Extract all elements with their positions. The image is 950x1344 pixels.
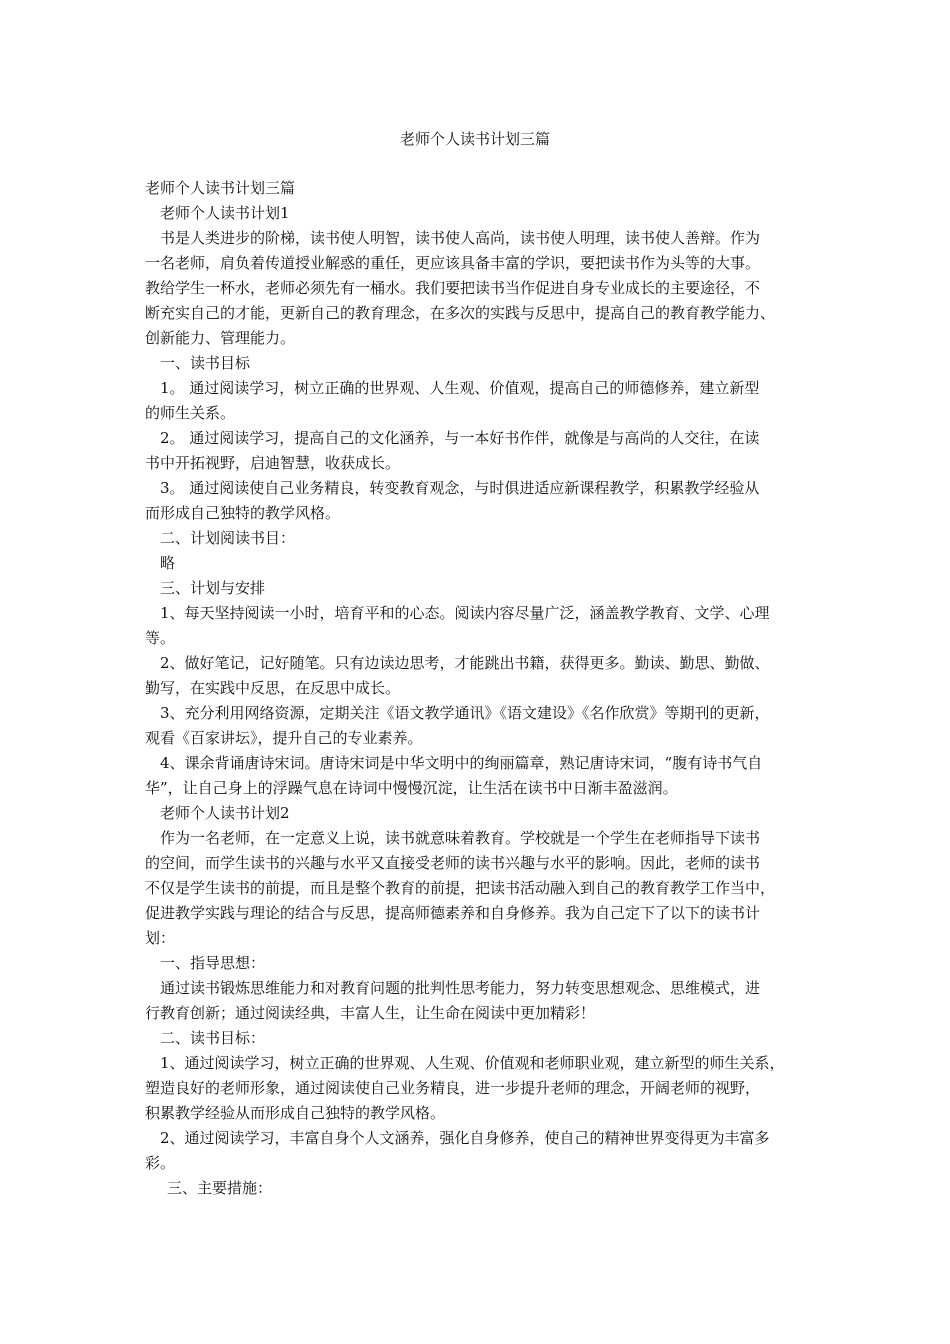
text-line: 教给学生一杯水，老师必须先有一桶水。我们要把读书当作促进自身专业成长的主要途径，不 (145, 279, 761, 297)
text-line: 3、充分利用网络资源，定期关注《语文教学通讯》《语文建设》《名作欣赏》等期刊的更新， (160, 704, 770, 722)
text-line: 老师个人读书计划三篇 (145, 179, 296, 197)
text-line: 塑造良好的老师形象，通过阅读使自己业务精良，进一步提升老师的理念，开阔老师的视野， (145, 1079, 761, 1097)
text-line: 华”，让自己身上的浮躁气息在诗词中慢慢沉淀，让生活在读书中日渐丰盈滋润。 (145, 779, 678, 797)
text-line: 一、读书目标 (160, 354, 251, 372)
document-title: 老师个人读书计划三篇 (399, 130, 550, 148)
text-line: 1。 通过阅读学习，树立正确的世界观、人生观、价值观，提高自己的师德修养，建立新型 (160, 379, 760, 397)
text-line: 断充实自己的才能，更新自己的教育理念，在多次的实践与反思中，提高自己的教育教学能力、 (145, 304, 776, 322)
text-line: 2、做好笔记，记好随笔。只有边读边思考，才能跳出书籍，获得更多。勤读、勤思、勤做、 (160, 654, 770, 672)
text-line: 老师个人读书计划2 (160, 804, 290, 822)
text-line: 略 (160, 554, 176, 572)
text-line: 1、每天坚持阅读一小时，培育平和的心态。阅读内容尽量广泛，涵盖教学教育、文学、心理 (160, 604, 770, 622)
text-line: 观看《百家讲坛》，提升自己的专业素养。 (145, 729, 423, 747)
text-line: 作为一名老师，在一定意义上说，读书就意味着教育。学校就是一个学生在老师指导下读书 (160, 829, 761, 847)
text-line: 不仅是学生读书的前提，而且是整个教育的前提，把读书活动融入到自己的教育教学工作当中， (145, 879, 776, 897)
text-line: 1、通过阅读学习，树立正确的世界观、人生观、价值观和老师职业观，建立新型的师生关系， (160, 1054, 785, 1072)
text-line: 三、主要措施： (167, 1179, 273, 1197)
text-line: 的空间，而学生读书的兴趣与水平又直接受老师的读书兴趣与水平的影响。因此，老师的读书 (145, 854, 761, 872)
text-line: 二、计划阅读书目： (160, 529, 296, 547)
text-line: 老师个人读书计划1 (160, 204, 290, 222)
text-line: 二、读书目标： (160, 1029, 266, 1047)
text-line: 行教育创新；通过阅读经典，丰富人生，让生命在阅读中更加精彩！ (145, 1004, 596, 1022)
text-line: 3。 通过阅读使自己业务精良，转变教育观念，与时俱进适应新课程教学，积累教学经验从 (160, 479, 760, 497)
text-line: 彩。 (145, 1154, 176, 1172)
document-body (145, 176, 815, 1201)
text-line: 2、通过阅读学习，丰富自身个人文涵养，强化自身修养，使自己的精神世界变得更为丰富多 (160, 1129, 770, 1147)
text-line: 而形成自己独特的教学风格。 (145, 504, 341, 522)
text-line: 积累教学经验从而形成自己独特的教学风格。 (145, 1104, 446, 1122)
text-line: 勤写，在实践中反思，在反思中成长。 (145, 679, 401, 697)
text-line: 促进教学实践与理论的结合与反思，提高师德素养和自身修养。我为自己定下了以下的读书计 (145, 904, 761, 922)
text-line: 书中开拓视野，启迪智慧，收获成长。 (145, 454, 401, 472)
text-line: 划： (145, 929, 176, 947)
text-line: 通过读书锻炼思维能力和对教育问题的批判性思考能力，努力转变思想观念、思维模式，进 (160, 979, 761, 997)
text-line: 2。 通过阅读学习，提高自己的文化涵养，与一本好书作伴，就像是与高尚的人交往，在读 (160, 429, 760, 447)
text-line: 书是人类进步的阶梯，读书使人明智，读书使人高尚，读书使人明理，读书使人善辩。作为 (160, 229, 761, 247)
text-line: 的师生关系。 (145, 404, 236, 422)
text-line: 等。 (145, 629, 176, 647)
text-line: 4、课余背诵唐诗宋词。唐诗宋词是中华文明中的绚丽篇章，熟记唐诗宋词，“腹有诗书气自 (160, 754, 763, 772)
text-line: 一、指导思想： (160, 954, 266, 972)
text-line: 一名老师，肩负着传道授业解惑的重任，更应该具备丰富的学识，要把读书作为头等的大事。 (145, 254, 761, 272)
text-line: 三、计划与安排 (160, 579, 266, 597)
text-line: 创新能力、管理能力。 (145, 329, 296, 347)
